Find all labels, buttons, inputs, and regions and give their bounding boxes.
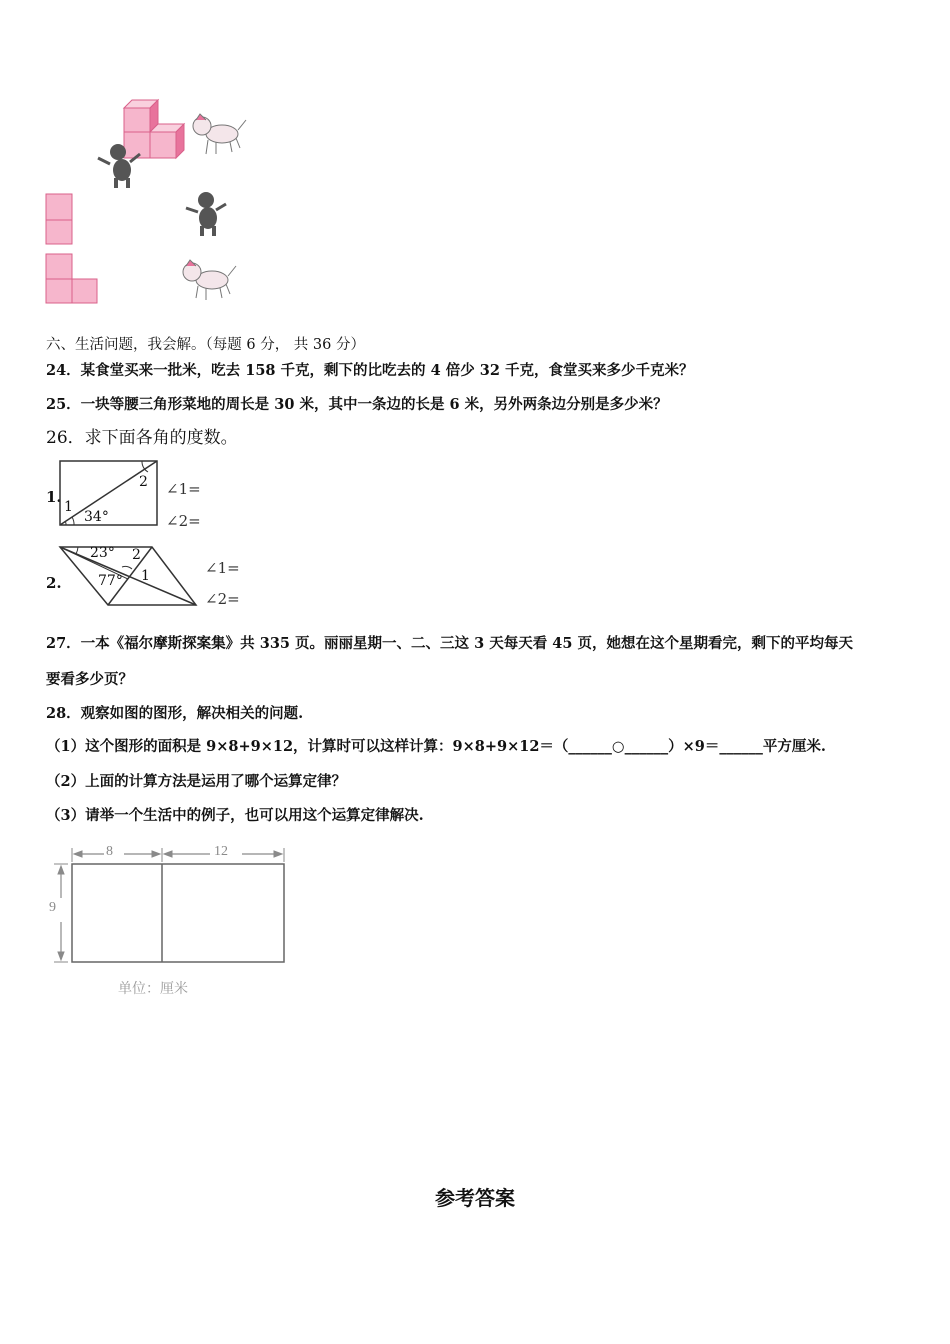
section-6-header: 六、生活问题，我会解。（每题 6 分， 共 36 分） <box>46 337 365 353</box>
question-24: 24．某食堂买来一批米，吃去 158 千克，剩下的比吃去的 4 倍少 32 千克，食堂买来多少千克米？ <box>46 362 694 379</box>
monkey-icon-2 <box>186 192 226 236</box>
question-26: 26．求下面各角的度数。 <box>46 428 238 448</box>
question-27-line2: 要看多少页？ <box>46 671 133 688</box>
fig1-given-angle: 34° <box>84 509 109 525</box>
fig2-angle2-label: 2 <box>132 547 141 563</box>
rect-unit-label: 单位：厘米 <box>118 981 188 997</box>
question-28: 28．观察如图的图形，解决相关的问题. <box>46 705 304 722</box>
fig1-angle2-label: 2 <box>139 474 148 490</box>
rect-width-8: 8 <box>106 844 113 859</box>
angle-figure-2 <box>56 543 201 609</box>
fig2-number: 2. <box>46 574 62 592</box>
fig1-number: 1. <box>46 488 62 506</box>
question-28-part1: （1）这个图形的面积是 9×8+9×12，计算时可以这样计算：9×8+9×12＝（______○______）×9＝______平方厘米. <box>46 738 826 755</box>
rect-height-9: 9 <box>49 900 56 915</box>
fig2-answer2: ∠2= <box>205 590 240 608</box>
rectangle-figure <box>46 842 296 970</box>
angle-figure-1 <box>56 458 166 530</box>
dog-icon <box>193 114 246 154</box>
fig2-answer1: ∠1= <box>205 559 240 577</box>
fig1-answer2: ∠2= <box>166 512 201 530</box>
question-27-line1: 27．一本《福尔摩斯探案集》共 335 页。丽丽星期一、二、三这 3 天每天看 45 页，她想在这个星期看完，剩下的平均每天 <box>46 635 853 652</box>
front-view-squares <box>46 194 72 244</box>
fig2-angle1-label: 1 <box>141 568 150 584</box>
question-28-part2: （2）上面的计算方法是运用了哪个运算定律？ <box>46 773 347 790</box>
rect-width-12: 12 <box>214 844 228 859</box>
cube-views-figure <box>40 90 260 310</box>
answers-title: 参考答案 <box>435 1186 515 1210</box>
question-25: 25．一块等腰三角形菜地的周长是 30 米，其中一条边的长是 6 米，另外两条边分别是多少米？ <box>46 396 668 413</box>
cube-stack <box>124 100 184 158</box>
fig1-angle1-label: 1 <box>64 499 73 515</box>
fig2-angle-23: 23° <box>90 545 115 561</box>
fig1-answer1: ∠1= <box>166 480 201 498</box>
fig2-angle-77: 77° <box>98 573 123 589</box>
side-view-squares <box>46 254 97 303</box>
dog-icon-2 <box>183 260 236 300</box>
question-28-part3: （3）请举一个生活中的例子，也可以用这个运算定律解决. <box>46 807 424 824</box>
